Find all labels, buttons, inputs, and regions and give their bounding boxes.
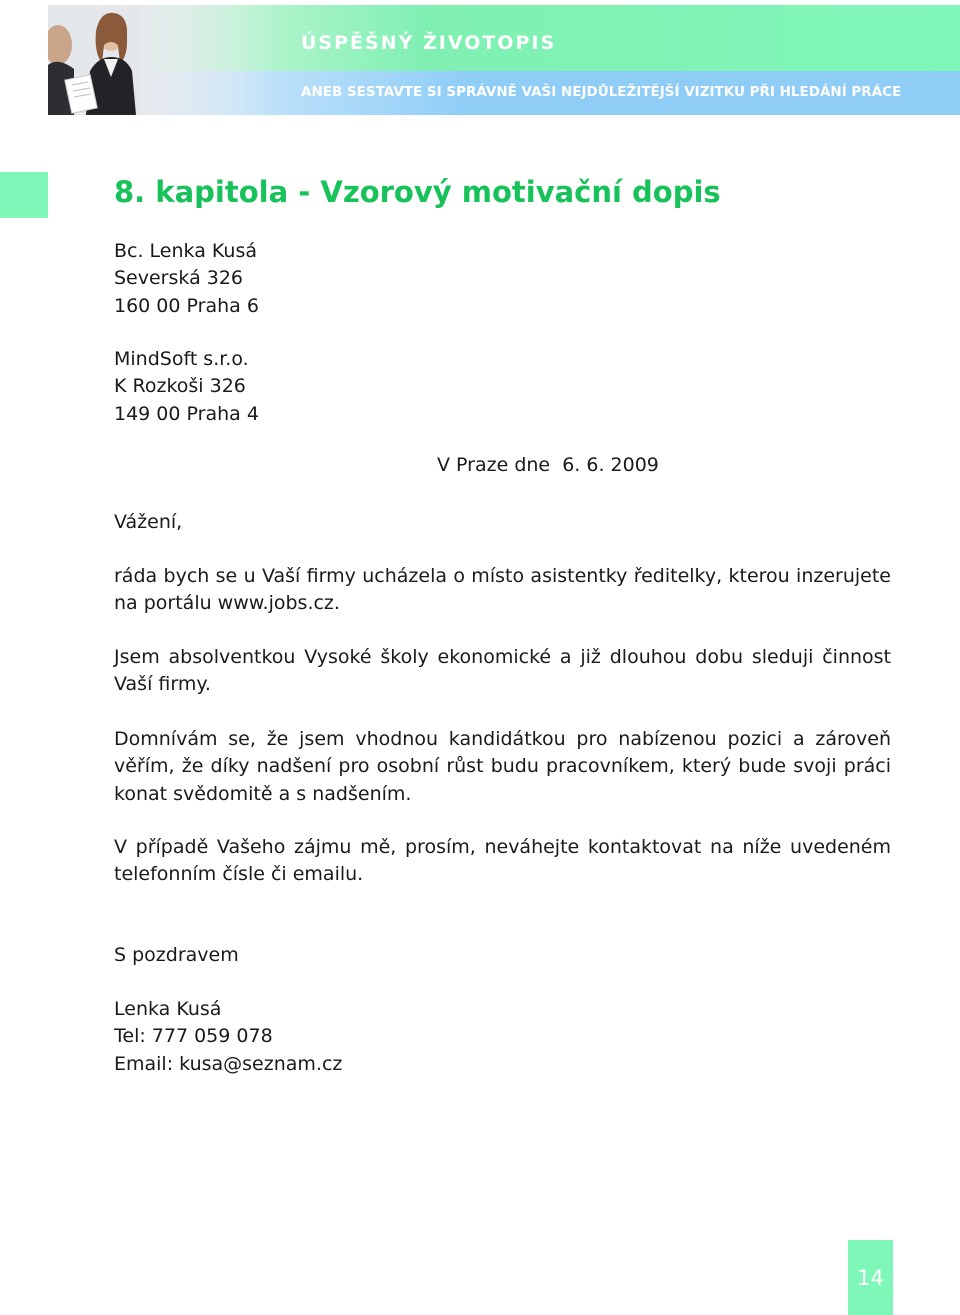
signature-name: Lenka Kusá [114,998,222,1020]
letter-date: V Praze dne 6. 6. 2009 [437,454,659,476]
recipient-line: MindSoft s.r.o. [114,348,249,370]
header-photo-fade [140,5,280,115]
letter-paragraph: V případě Vašeho zájmu mě, prosím, neváhejte kontaktovat na níže uvedeném telefonním čísle či emailu. [114,836,891,886]
sender-line: Severská 326 [114,267,244,290]
closing: S pozdravem [114,944,239,966]
letter-paragraph: ráda bych se u Vaší firmy ucházela o místo asistentky ředitelky, kterou inzerujete na portálu www.jobs.cz. [114,565,891,615]
header-subtitle: ANEB SESTAVTE SI SPRÁVNĚ VAŠI NEJDŮLEŽITĚJŠÍ VIZITKU PŘI HLEDÁNÍ PRÁCE [301,84,902,100]
sender-line: Bc. Lenka Kusá [114,240,257,262]
recipient-address [114,346,259,428]
recipient-line: 149 00 Praha 4 [114,402,259,425]
header-title: ÚSPĚŠNÝ ŽIVOTOPIS [301,32,557,54]
sender-address [114,238,259,320]
sender-line: 160 00 Praha 6 [114,294,259,317]
page-number: 14 [848,1240,893,1315]
signature-phone: Tel: 777 059 078 [114,1025,273,1048]
letter-paragraph: Jsem absolventkou Vysoké školy ekonomické a již dlouhou dobu sleduji činnost Vaší firmy. [114,646,891,696]
chapter-side-marker [0,172,48,218]
header-banner [48,5,960,115]
recipient-line: K Rozkoši 326 [114,375,246,398]
signature-email: Email: kusa@seznam.cz [114,1052,343,1075]
people-illustration-icon [48,5,140,115]
chapter-title: 8. kapitola - Vzorový motivační dopis [114,175,721,209]
signature-block [114,996,342,1078]
letter-paragraph: Domnívám se, že jsem vhodnou kandidátkou pro nabízenou pozici a zároveň věřím, že díky nadšení pro osobní růst budu pracovníkem, který bude svoji práci konat svědomitě a s nadšením. [114,728,891,805]
header-photo [48,5,140,115]
salutation: Vážení, [114,511,183,533]
